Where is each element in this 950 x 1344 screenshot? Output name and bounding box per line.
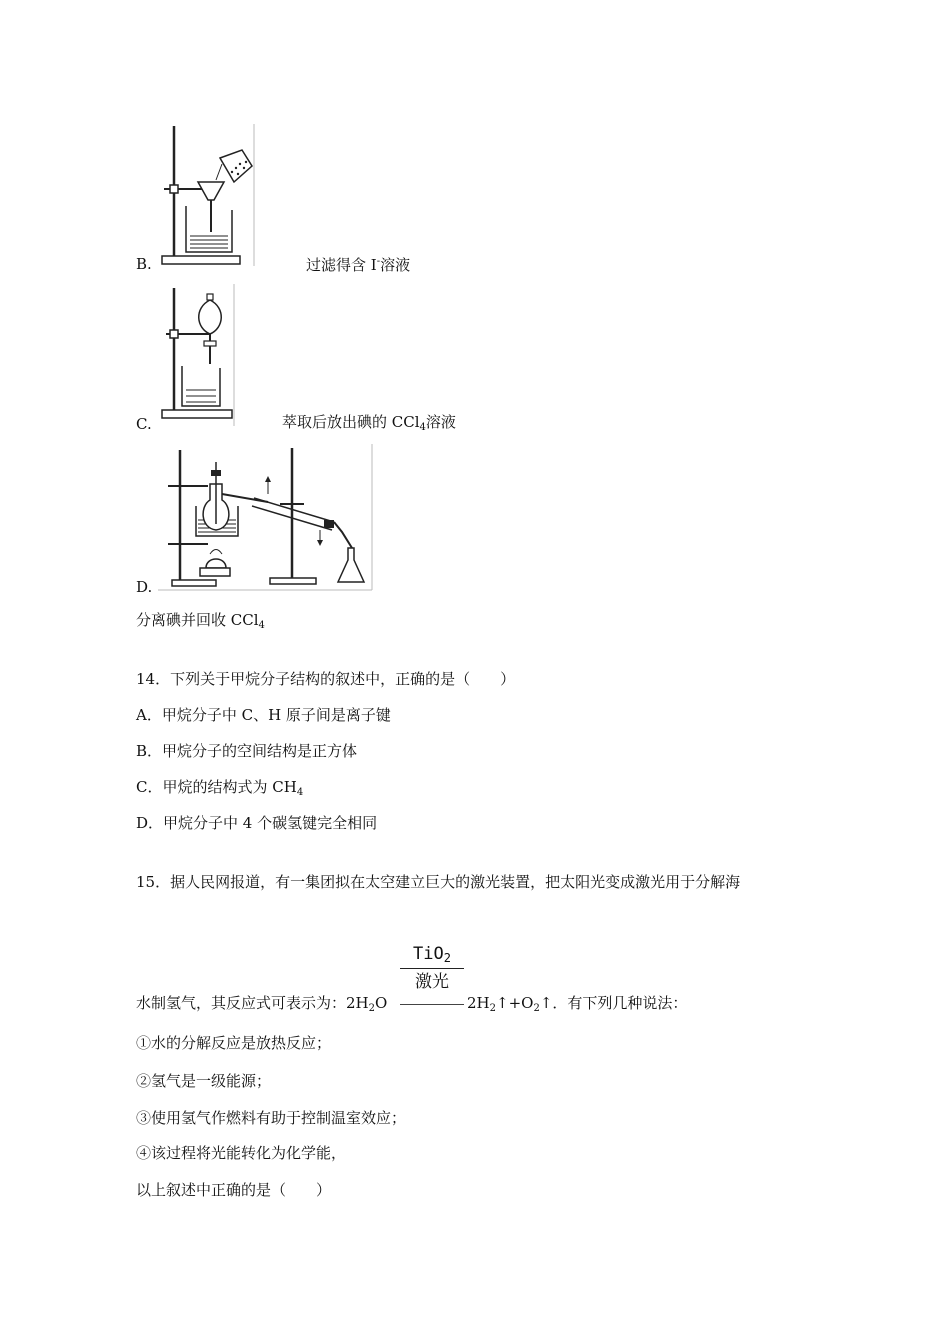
- q15-eq-h2: 2H: [467, 994, 490, 1012]
- option-b-caption: [306, 252, 410, 275]
- reaction-arrow-line: [400, 1004, 464, 1005]
- q14-stem: 14．下列关于甲烷分子结构的叙述中，正确的是（ ）: [136, 670, 516, 688]
- q14-option-c: [136, 777, 303, 803]
- q15-eq-o2: ↑+O: [496, 994, 534, 1012]
- option-b-letter: B.: [136, 255, 152, 273]
- q15-eq-sub1: 2: [368, 1003, 376, 1014]
- q15-stem: 15．据人民网报道，有一集团拟在太空建立巨大的激光装置，把太阳光变成激光用于分解海: [136, 873, 741, 891]
- q15-eq-text: 水制氢气，其反应式可表示为：2H: [136, 994, 369, 1012]
- separatory-funnel-figure: [158, 284, 238, 426]
- option-c-caption-end: 溶液: [425, 413, 456, 431]
- option-d-caption: [136, 610, 265, 636]
- q15-eq-sub3: 2: [533, 1003, 540, 1014]
- q14-option-a: A．甲烷分子中 C、H 原子间是离子键: [136, 706, 391, 724]
- q15-equation-line: [136, 993, 387, 1019]
- q15-eq-o: O: [375, 994, 388, 1012]
- q14-option-c-subscript: 4: [296, 787, 304, 798]
- option-c-caption-text: 萃取后放出碘的 CCl: [282, 413, 420, 431]
- q14-option-c-text: C．甲烷的结构式为 CH: [136, 778, 297, 796]
- option-b-caption-end: 溶液: [380, 256, 411, 274]
- option-d-caption-text: 分离碘并回收 CCl: [136, 611, 259, 629]
- reaction-condition-top: [398, 944, 466, 968]
- option-b-caption-text: 过滤得含 I: [306, 256, 377, 274]
- catalyst-label: TiO: [413, 944, 444, 964]
- q15-statement-2: ②氢气是一级能源；: [136, 1072, 272, 1090]
- distillation-apparatus-figure: [158, 444, 374, 592]
- reaction-condition-bottom: 激光: [415, 972, 449, 992]
- q15-eq-sub2: 2: [489, 1003, 496, 1014]
- iodide-charge: -: [376, 256, 381, 267]
- option-d-letter: D.: [136, 578, 153, 596]
- option-d-subscript: 4: [258, 620, 265, 631]
- q15-statement-3: ③使用氢气作燃料有助于控制温室效应；: [136, 1109, 407, 1127]
- q15-statement-4: ④该过程将光能转化为化学能，: [136, 1144, 347, 1162]
- q14-option-d: D．甲烷分子中 4 个碳氢键完全相同: [136, 814, 378, 832]
- q15-equation-products: [467, 993, 687, 1019]
- option-c-subscript: 4: [419, 422, 426, 433]
- q15-eq-end: ↑．有下列几种说法：: [539, 994, 688, 1012]
- q15-ask: 以上叙述中正确的是（ ）: [136, 1181, 332, 1199]
- option-c-letter: C.: [136, 415, 152, 433]
- q14-option-b: B．甲烷分子的空间结构是正方体: [136, 742, 358, 760]
- reaction-condition-line: [400, 968, 464, 969]
- option-c-caption: [282, 412, 456, 438]
- catalyst-subscript: 2: [443, 951, 451, 965]
- q15-statement-1: ①水的分解反应是放热反应；: [136, 1034, 332, 1052]
- filtration-apparatus-figure: [158, 124, 256, 266]
